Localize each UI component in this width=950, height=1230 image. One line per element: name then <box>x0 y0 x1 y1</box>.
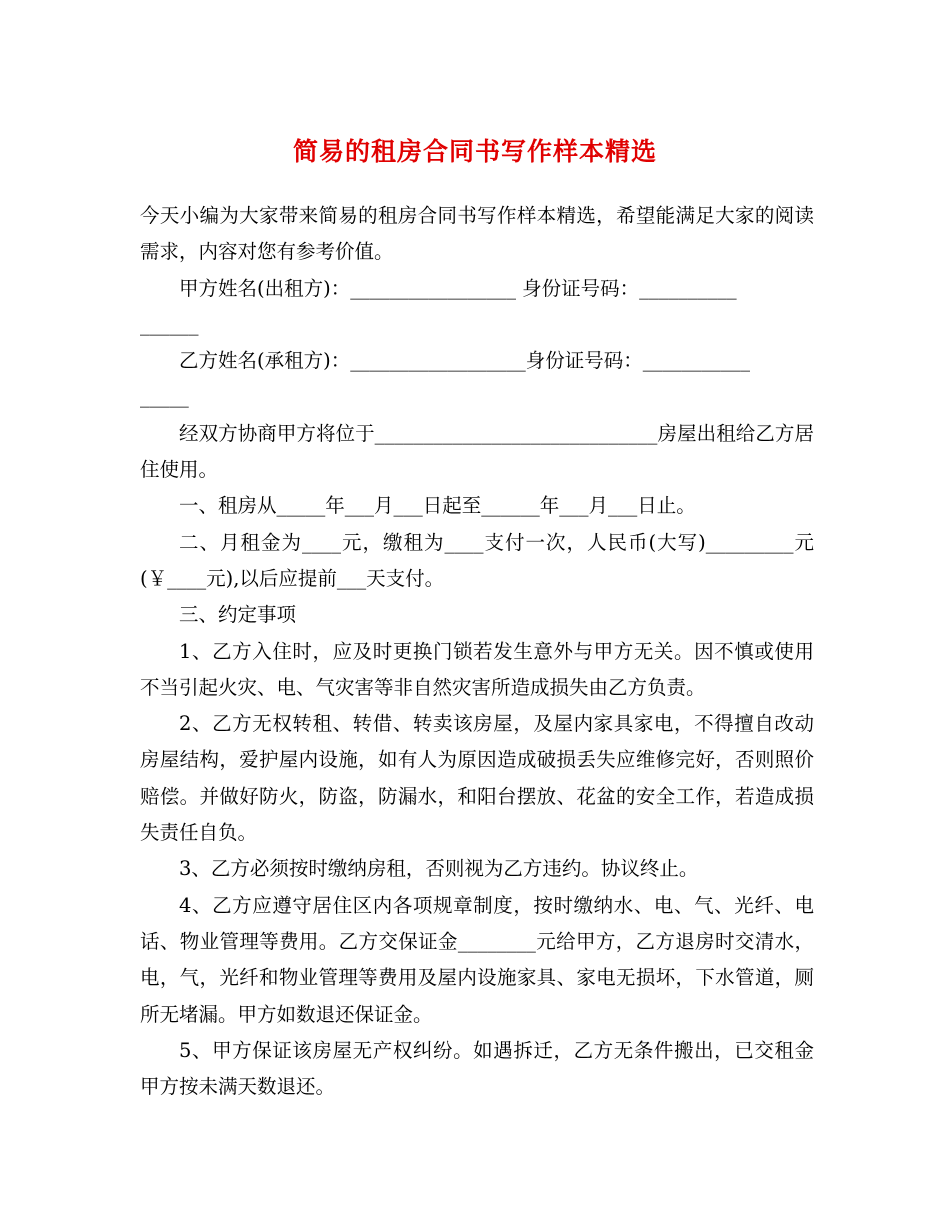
party-a-line-continued: ______ <box>140 312 199 336</box>
agreement-item-2: 2、乙方无权转租、转借、转卖该房屋，及屋内家具家电，不得擅自改动房屋结构，爱护屋内设施，如有人为原因造成破损丢失应维修完好，否则照价赔偿。并做好防火，防盗，防漏水，和阳台摆放、花盆的安全工作，若造成损失责任自负。 <box>140 712 814 845</box>
party-b-line-continued: _____ <box>140 385 189 409</box>
intro-paragraph: 今天小编为大家带来简易的租房合同书写作样本精选，希望能满足大家的阅读需求，内容对您有参考价值。 <box>140 204 814 264</box>
clause-rent: 二、月租金为____元，缴租为____支付一次，人民币(大写)_________元(￥____元),以后应提前___天支付。 <box>140 530 814 590</box>
party-a-line: 甲方姓名(出租方)：_________________ 身份证号码：__________ <box>179 276 737 300</box>
location-paragraph: 经双方协商甲方将位于_____________________________房屋出租给乙方居住使用。 <box>140 421 814 482</box>
agreement-item-4: 4、乙方应遵守居住区内各项规章制度，按时缴纳水、电、气、光纤、电话、物业管理等费用。乙方交保证金________元给甲方，乙方退房时交清水，电，气，光纤和物业管理等费用及屋内设施家具、家电无损坏，下水管道，厕所无堵漏。甲方如数退还保证金。 <box>140 893 814 1026</box>
clause-agreement-heading: 三、约定事项 <box>179 603 297 627</box>
party-b-line: 乙方姓名(承租方)：__________________身份证号码：___________ <box>179 349 750 373</box>
document-title: 简易的租房合同书写作样本精选 <box>292 137 657 166</box>
agreement-item-1: 1、乙方入住时，应及时更换门锁若发生意外与甲方无关。因不慎或使用不当引起火灾、电、气灾害等非自然灾害所造成损失由乙方负责。 <box>140 639 814 699</box>
agreement-item-3: 3、乙方必须按时缴纳房租，否则视为乙方违约。协议终止。 <box>179 857 699 881</box>
clause-term: 一、租房从_____年___月___日起至______年___月___日止。 <box>179 494 696 518</box>
agreement-item-5: 5、甲方保证该房屋无产权纠纷。如遇拆迁，乙方无条件搬出，已交租金甲方按未满天数退还。 <box>140 1038 814 1099</box>
document-body <box>140 198 814 1105</box>
